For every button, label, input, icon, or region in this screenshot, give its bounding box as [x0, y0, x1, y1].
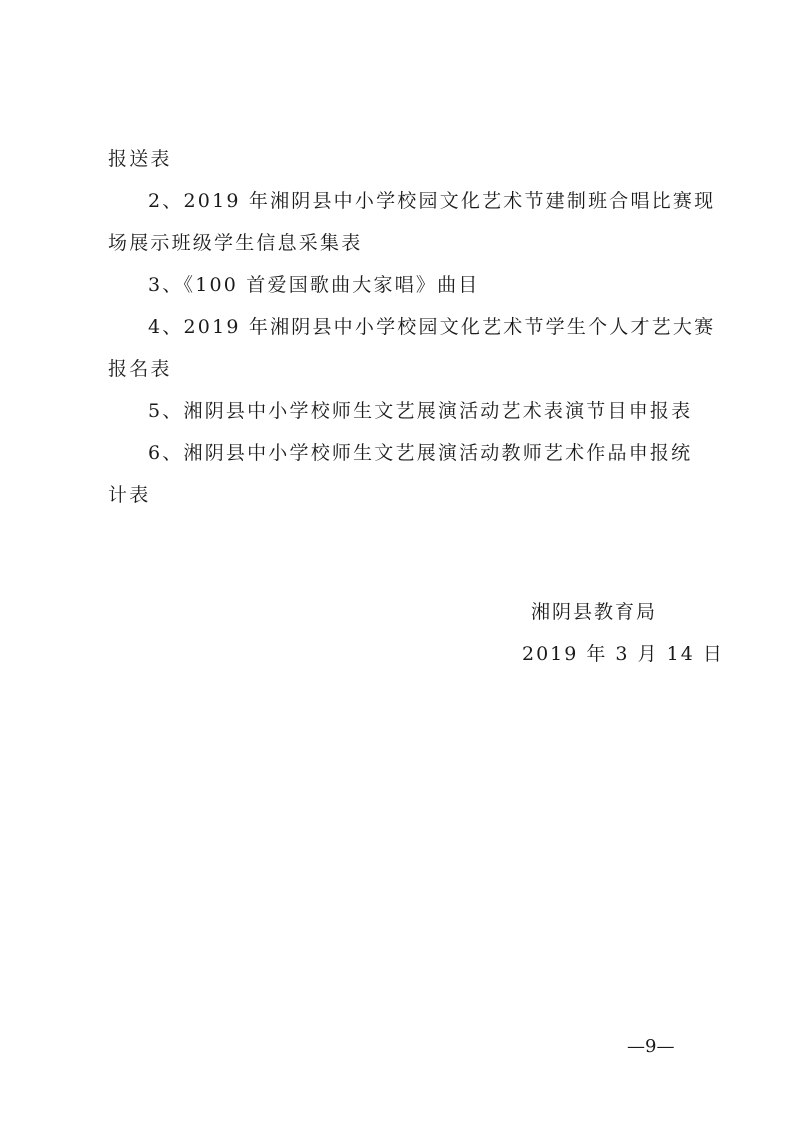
attachment-text-line: 报送表 [108, 148, 172, 170]
attachment-text-line: 报名表 [108, 358, 172, 380]
issue-date: 2019 年 3 月 14 日 [522, 643, 724, 665]
attachment-item-5: 5、湘阴县中小学校师生文艺展演活动艺术表演节目申报表 [148, 400, 693, 422]
attachment-item-6: 6、湘阴县中小学校师生文艺展演活动教师艺术作品申报统 [148, 442, 693, 464]
attachment-text-line: 场展示班级学生信息采集表 [108, 232, 363, 254]
page-number: —9— [627, 1036, 675, 1057]
attachment-item-2: 2、2019 年湘阴县中小学校园文化艺术节建制班合唱比赛现 [148, 190, 716, 212]
attachment-text-line: 计表 [108, 484, 151, 506]
issuing-organization: 湘阴县教育局 [531, 601, 658, 623]
attachment-item-4: 4、2019 年湘阴县中小学校园文化艺术节学生个人才艺大赛 [148, 316, 716, 338]
attachment-item-3: 3、《100 首爱国歌曲大家唱》曲目 [148, 274, 480, 296]
